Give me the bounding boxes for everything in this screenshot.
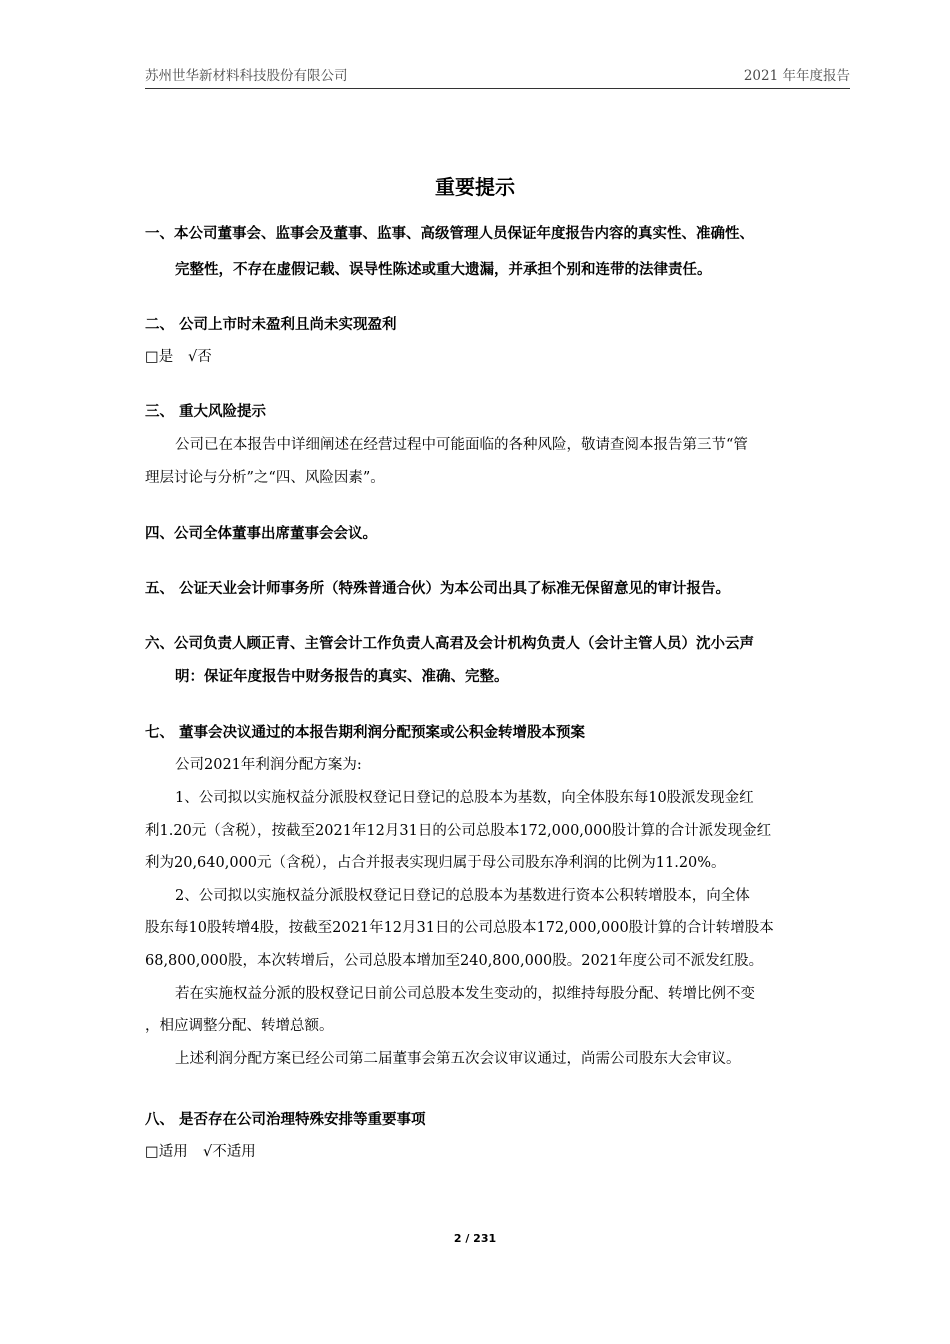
section-7-intro: 公司2021年利润分配方案为: xyxy=(175,757,362,773)
section-3-heading: 三、 重大风险提示 xyxy=(145,404,267,420)
section-2-heading: 二、 公司上市时未盈利且尚未实现盈利 xyxy=(145,317,397,333)
section-1-line-1: 一、本公司董事会、监事会及董事、监事、高级管理人员保证年度报告内容的真实性、准确性、 xyxy=(145,226,754,242)
section-6-line-2: 明：保证年度报告中财务报告的真实、准确、完整。 xyxy=(175,669,509,685)
section-7-p4: 上述利润分配方案已经公司第二届董事会第五次会议审议通过，尚需公司股东大会审议。 xyxy=(175,1051,741,1067)
section-2-option-no: √否 xyxy=(188,349,212,365)
section-6-line-1: 六、公司负责人顾正青、主管会计工作负责人高君及会计机构负责人（会计主管人员）沈小云声 xyxy=(145,636,754,652)
page-title: 重要提示 xyxy=(435,175,515,199)
section-7-p1-line-1: 1、公司拟以实施权益分派股权登记日登记的总股本为基数，向全体股东每10股派发现金红 xyxy=(175,790,754,806)
section-7-p1-line-2: 利1.20元（含税），按截至2021年12月31日的公司总股本172,000,000股计算的合计派发现金红 xyxy=(145,823,772,839)
section-7-p2-line-1: 2、公司拟以实施权益分派股权登记日登记的总股本为基数进行资本公积转增股本，向全体 xyxy=(175,888,750,904)
header-divider xyxy=(145,88,850,89)
section-7-p2-line-2: 股东每10股转增4股，按截至2021年12月31日的公司总股本172,000,000股计算的合计转增股本 xyxy=(145,920,774,936)
section-7-p1-line-3: 利为20,640,000元（含税），占合并报表实现归属于母公司股东净利润的比例为11.20%。 xyxy=(145,855,726,871)
section-7-p3-line-1: 若在实施权益分派的股权登记日前公司总股本发生变动的，拟维持每股分配、转增比例不变 xyxy=(175,986,755,1002)
section-7-heading: 七、 董事会决议通过的本报告期利润分配预案或公积金转增股本预案 xyxy=(145,725,586,741)
section-8-option-applicable: □适用 xyxy=(145,1144,188,1160)
section-7-p3-line-2: ，相应调整分配、转增总额。 xyxy=(145,1018,334,1034)
section-8-option-not-applicable: √不适用 xyxy=(203,1144,256,1160)
section-4-heading: 四、公司全体董事出席董事会会议。 xyxy=(145,526,377,542)
header-report-title: 2021 年年度报告 xyxy=(743,68,850,84)
section-7-p2-line-3: 68,800,000股，本次转增后，公司总股本增加至240,800,000股。2021年度公司不派发红股。 xyxy=(145,953,764,969)
section-1-line-2: 完整性，不存在虚假记载、误导性陈述或重大遗漏，并承担个别和连带的法律责任。 xyxy=(175,262,712,278)
header-company: 苏州世华新材料科技股份有限公司 xyxy=(145,68,348,84)
section-5-heading: 五、 公证天业会计师事务所（特殊普通合伙）为本公司出具了标准无保留意见的审计报告。 xyxy=(145,581,731,597)
section-8-heading: 八、 是否存在公司治理特殊安排等重要事项 xyxy=(145,1112,426,1128)
page-number: 2 / 231 xyxy=(453,1232,497,1245)
section-3-line-2: 理层讨论与分析”之“四、风险因素”。 xyxy=(145,470,385,486)
section-3-line-1: 公司已在本报告中详细阐述在经营过程中可能面临的各种风险，敬请查阅本报告第三节“管 xyxy=(175,437,748,453)
section-2-option-yes: □是 xyxy=(145,349,174,365)
